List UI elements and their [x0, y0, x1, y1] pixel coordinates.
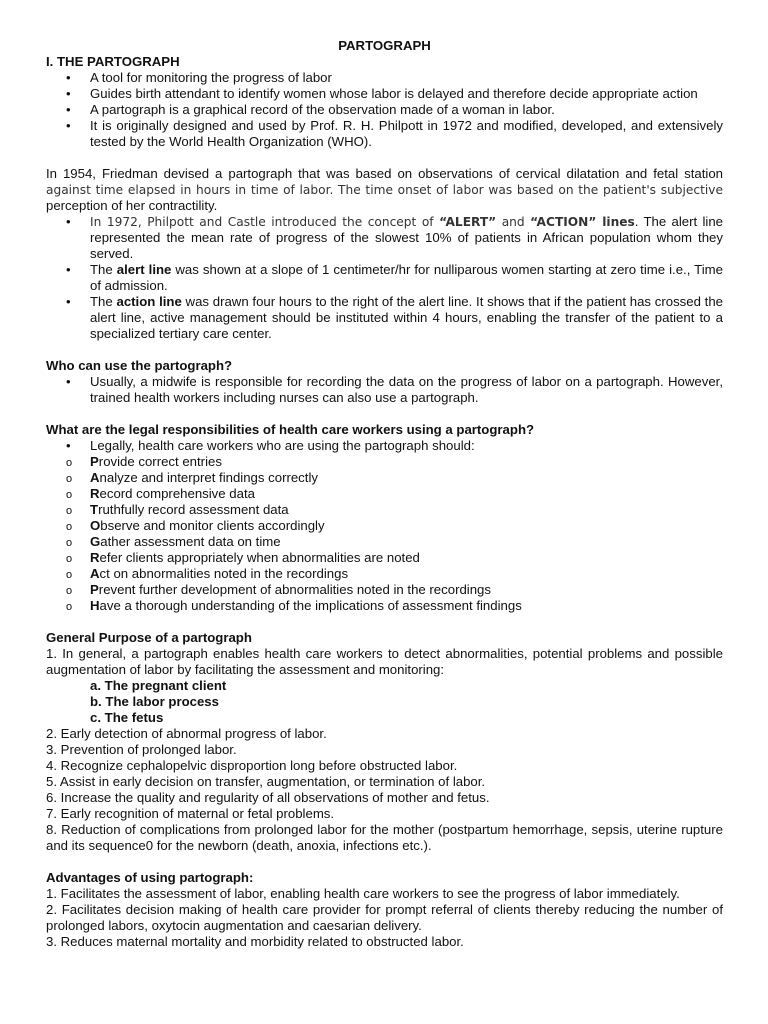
list-item: • The alert line was shown at a slope of 1 centimeter/hr for nulliparous women starting at zero time i.e., Time of admission. [46, 262, 723, 294]
section-heading-advantages: Advantages of using partograph: [46, 870, 254, 885]
list-item: • The action line was drawn four hours to the right of the alert line. It shows that if the patient has crossed the alert line, active management should be instituted within 4 hours, enabling the transfer of the patient to a specialized tertiary care center. [46, 294, 723, 342]
document-page [46, 38, 723, 950]
advantage-item: 1. Facilitates the assessment of labor, enabling health care workers to see the progress of labor immediately. [46, 886, 680, 901]
purpose-item: 7. Early recognition of maternal or fetal problems. [46, 806, 335, 821]
purpose-item-1: 1. In general, a partograph enables health care workers to detect abnormalities, potential problems and possible augmentation of labor by facilitating the assessment and monitoring: [46, 646, 723, 677]
history-line-2: against time elapsed in hours in time of labor. The time onset of labor was based on the patient's subjective [46, 183, 723, 197]
list-item: o Provide correct entries [46, 454, 723, 470]
history-bullets [46, 214, 723, 342]
section-heading-legal: What are the legal responsibilities of health care workers using a partograph? [46, 422, 535, 437]
purpose-item: 6. Increase the quality and regularity of all observations of mother and fetus. [46, 790, 490, 805]
list-item: o Have a thorough understanding of the implications of assessment findings [46, 598, 723, 614]
advantage-item: 3. Reduces maternal mortality and morbidity related to obstructed labor. [46, 934, 464, 949]
list-item: • Guides birth attendant to identify women whose labor is delayed and therefore decide appropriate action [46, 86, 723, 102]
list-item: o Prevent further development of abnormalities noted in the recordings [46, 582, 723, 598]
purpose-item: 3. Prevention of prolonged labor. [46, 742, 237, 757]
history-paragraph [46, 166, 723, 214]
list-item: • In 1972, Philpott and Castle introduced the concept of “ALERT” and “ACTION” lines. The alert line represented the mean rate of progress of the slowest 10% of patients in African population whom they served. [46, 214, 723, 262]
list-item: o Refer clients appropriately when abnormalities are noted [46, 550, 723, 566]
section-heading-partograph: I. THE PARTOGRAPH [46, 54, 180, 69]
list-item: • Usually, a midwife is responsible for recording the data on the progress of labor on a partograph. However, trained health workers including nurses can also use a partograph. [46, 374, 723, 406]
page-title: PARTOGRAPH [338, 38, 431, 53]
list-item: • A partograph is a graphical record of the observation made of a woman in labor. [46, 102, 723, 118]
purpose-sub-item: a. The pregnant client [90, 678, 227, 693]
partograph-bullets [46, 70, 723, 150]
advantage-item: 2. Facilitates decision making of health care provider for prompt referral of clients thereby reducing the number of prolonged labors, oxytocin augmentation and caesarian delivery. [46, 902, 723, 933]
list-item: o Analyze and interpret findings correctly [46, 470, 723, 486]
list-item: o Truthfully record assessment data [46, 502, 723, 518]
list-item: o Gather assessment data on time [46, 534, 723, 550]
purpose-sub-item: b. The labor process [90, 694, 219, 709]
section-heading-who: Who can use the partograph? [46, 358, 233, 373]
purpose-item: 4. Recognize cephalopelvic disproportion long before obstructed labor. [46, 758, 458, 773]
section-heading-purpose: General Purpose of a partograph [46, 630, 252, 645]
list-item: o Act on abnormalities noted in the recordings [46, 566, 723, 582]
list-item: • A tool for monitoring the progress of labor [46, 70, 723, 86]
purpose-item: 8. Reduction of complications from prolonged labor for the mother (postpartum hemorrhage, sepsis, uterine rupture and its sequence0 for the newborn (death, anoxia, infections etc.). [46, 822, 723, 853]
history-line-1: In 1954, Friedman devised a partograph that was based on observations of cervical dilatation and fetal station [46, 166, 723, 181]
legal-list [46, 438, 723, 614]
list-item: o Observe and monitor clients accordingly [46, 518, 723, 534]
purpose-sub-item: c. The fetus [90, 710, 164, 725]
purpose-item: 2. Early detection of abnormal progress of labor. [46, 726, 327, 741]
purpose-item: 5. Assist in early decision on transfer, augmentation, or termination of labor. [46, 774, 486, 789]
list-item: o Record comprehensive data [46, 486, 723, 502]
history-line-3: perception of her contractility. [46, 198, 218, 213]
list-item: • Legally, health care workers who are using the partograph should: [46, 438, 723, 454]
list-item: • It is originally designed and used by Prof. R. H. Philpott in 1972 and modified, developed, and extensively tested by the World Health Organization (WHO). [46, 118, 723, 150]
